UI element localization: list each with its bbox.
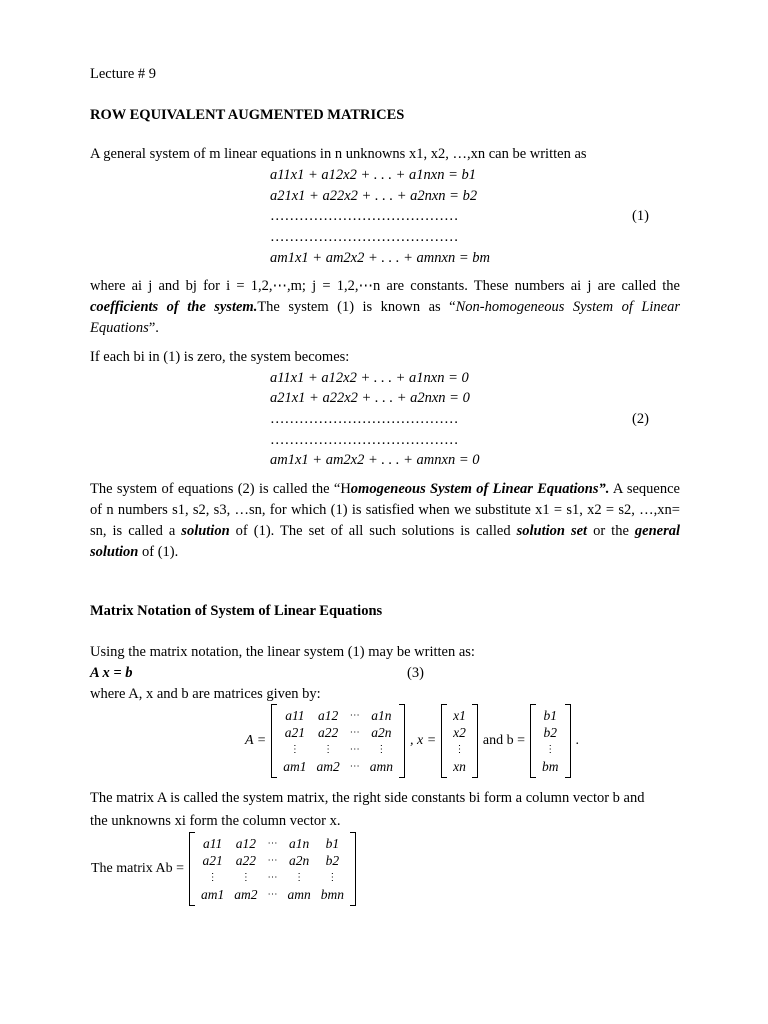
Ab-cell: ⋮: [327, 872, 338, 883]
general-solution-term: general solution: [90, 523, 681, 560]
Ab-cell: ⋮: [294, 872, 305, 883]
Ab-cell: b2: [325, 853, 340, 868]
A-cell: a12: [318, 708, 339, 723]
x-cell: ⋮: [454, 744, 465, 755]
Ab-cell: a22: [235, 853, 257, 868]
Ab-cell: a11: [203, 836, 223, 851]
augmented-matrix-equation: [86, 832, 356, 906]
where-paragraph: [90, 276, 680, 339]
homog-text-2: A sequence of n numbers s1, s2, s3, …sn, for which (1) is satisfied when we substitute x1 = s1, x2 = s2, …,xn= sn, is called a: [90, 481, 680, 539]
equation-number-1: (1): [632, 208, 649, 224]
Ab-cell: ⋮: [240, 872, 251, 883]
homog-text-1: The system of equations (2) is called the “H: [90, 481, 351, 497]
x-label: , x =: [410, 733, 437, 748]
Ab-cell: am2: [234, 887, 258, 902]
nonhomog-term: Non-homogeneous System of Linear Equations: [90, 299, 681, 336]
A-cell: am1: [283, 759, 307, 774]
Ab-cell: am1: [201, 887, 225, 902]
sys2-row-3: …………………………………: [270, 411, 459, 427]
matrix-desc-1: The matrix A is called the system matrix, the right side constants bi form a column vector b and: [90, 790, 645, 806]
b-cell: b1: [543, 708, 558, 723]
homog-text-4: or the: [587, 523, 635, 539]
sys1-row-1: a11x1 + a12x2 + . . . + a1nxn = b1: [270, 167, 476, 183]
Ab-cell: ⋯: [267, 855, 278, 866]
A-label: A =: [245, 733, 267, 748]
Ab-cell: a12: [235, 836, 257, 851]
sys2-row-2: a21x1 + a22x2 + . . . + a2nxn = 0: [270, 390, 470, 406]
b-cell: ⋮: [545, 744, 556, 755]
A-cell: am2: [316, 759, 340, 774]
sys1-row-2: a21x1 + a22x2 + . . . + a2nxn = b2: [270, 188, 478, 204]
matrix-equation: [240, 704, 584, 778]
homog-text-3: of (1). The set of all such solutions is called: [229, 523, 517, 539]
sys2-row-5: am1x1 + am2x2 + . . . + amnxn = 0: [270, 452, 480, 468]
A-cell: amn: [369, 759, 393, 774]
homogeneous-paragraph: [90, 479, 680, 563]
A-cell: ⋯: [349, 710, 360, 721]
x-cell: x2: [453, 725, 466, 740]
vector-b: [530, 704, 571, 778]
A-cell: ⋮: [323, 744, 334, 755]
and-b-label: and b =: [482, 733, 526, 748]
lecture-label: Lecture # 9: [90, 66, 157, 82]
Ab-cell: ⋯: [267, 838, 278, 849]
Ab-cell: a2n: [289, 853, 310, 868]
sys2-row-1: a11x1 + a12x2 + . . . + a1nxn = 0: [270, 370, 469, 386]
solution-term: solution: [181, 523, 230, 539]
solution-set-term: solution set: [516, 523, 588, 539]
x-cell: xn: [453, 759, 466, 774]
sys1-row-5: am1x1 + am2x2 + . . . + amnxn = bm: [270, 250, 490, 266]
homog-term: omogeneous System of Linear Equations”.: [350, 481, 610, 497]
where-text-2: The system (1) is known as “: [257, 299, 456, 315]
A-cell: ⋯: [349, 727, 360, 738]
Ab-cell: bmn: [320, 887, 345, 902]
A-cell: ⋮: [289, 744, 300, 755]
A-cell: ⋯: [349, 744, 360, 755]
A-cell: ⋯: [349, 761, 360, 772]
A-cell: a2n: [371, 725, 392, 740]
Ab-cell: a21: [202, 853, 223, 868]
Ab-cell: ⋯: [267, 872, 278, 883]
equation-number-2: (2): [632, 411, 649, 427]
A-cell: a1n: [371, 708, 392, 723]
Ab-cell: amn: [287, 887, 311, 902]
coefficients-term: coefficients of the system.: [90, 299, 258, 315]
matrix-A: [271, 704, 405, 778]
matrix-desc-2: the unknowns xi form the column vector x.: [90, 813, 341, 829]
A-cell: ⋮: [376, 744, 387, 755]
Ab-cell: ⋯: [267, 889, 278, 900]
where-text-1: where ai j and bj for i = 1,2,⋯,m; j = 1,2,⋯n are constants. These numbers ai j are called the: [90, 278, 680, 294]
page-title: ROW EQUIVALENT AUGMENTED MATRICES: [90, 107, 405, 123]
Ab-cell: ⋮: [207, 872, 218, 883]
sys1-row-3: …………………………………: [270, 208, 459, 224]
Ab-label: The matrix Ab =: [91, 861, 185, 876]
matrix-intro: Using the matrix notation, the linear system (1) may be written as:: [90, 644, 475, 660]
axb-equation: A x = b: [90, 665, 133, 681]
where-matrices: where A, x and b are matrices given by:: [90, 686, 321, 702]
sys2-row-4: …………………………………: [270, 432, 459, 448]
A-cell: a11: [285, 708, 305, 723]
zero-intro: If each bi in (1) is zero, the system becomes:: [90, 349, 350, 365]
b-cell: bm: [542, 759, 559, 774]
end-dot: .: [575, 733, 580, 748]
A-cell: a22: [318, 725, 339, 740]
matrix-Ab: [189, 832, 356, 906]
x-cell: x1: [453, 708, 466, 723]
equation-number-3: (3): [407, 665, 424, 681]
homog-text-5: of (1).: [138, 544, 179, 560]
where-text-3: ”.: [148, 320, 159, 336]
A-cell: a21: [284, 725, 305, 740]
sys1-row-4: …………………………………: [270, 229, 459, 245]
vector-x: [441, 704, 478, 778]
Ab-cell: a1n: [289, 836, 310, 851]
Ab-cell: b1: [325, 836, 340, 851]
b-cell: b2: [543, 725, 558, 740]
section-heading: Matrix Notation of System of Linear Equations: [90, 603, 383, 619]
intro-text: A general system of m linear equations in n unknowns x1, x2, …,xn can be written as: [90, 146, 587, 162]
